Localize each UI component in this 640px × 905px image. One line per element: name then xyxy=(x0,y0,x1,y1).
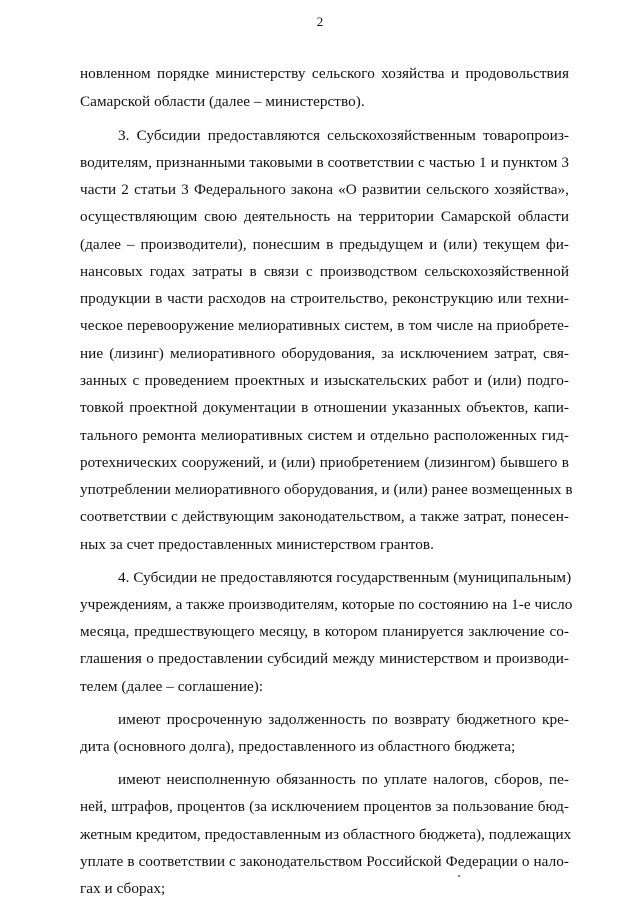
text-line: продукции в части расходов на строительство, реконструкцию или техни- xyxy=(80,290,569,307)
text-line: нансовых годах затраты в связи с производством сельскохозяйственной xyxy=(80,263,569,280)
text-line: 4. Субсидии не предоставляются государственным (муниципальным) xyxy=(118,569,572,586)
scan-speck xyxy=(458,875,460,877)
text-line: 3. Субсидии предоставляются сельскохозяйственным товаропроиз- xyxy=(118,127,569,144)
text-line: ческое перевооружение мелиоративных систем, в том числе на приобрете- xyxy=(80,317,569,334)
text-line: Самарской области (далее – министерство). xyxy=(80,93,365,110)
text-line: ных за счет предоставленных министерством грантов. xyxy=(80,536,434,553)
text-line: телем (далее – соглашение): xyxy=(80,678,264,695)
text-line: уплате в соответствии с законодательством Российской Федерации о нало- xyxy=(80,853,569,870)
text-line: ние (лизинг) мелиоративного оборудования, за исключением затрат, свя- xyxy=(80,345,569,362)
text-line: осуществляющим свою деятельность на территории Самарской области xyxy=(80,208,569,225)
text-line: товкой проектной документации в отношении указанных объектов, капи- xyxy=(80,399,569,416)
text-line: имеют неисполненную обязанность по уплате налогов, сборов, пе- xyxy=(118,771,569,788)
text-line: занных с проведением проектных и изыскательских работ и (или) подго- xyxy=(80,372,569,389)
text-line: месяца, предшествующего месяцу, в котором планируется заключение со- xyxy=(80,623,569,640)
text-line: гах и сборах; xyxy=(80,880,166,897)
text-line: тального ремонта мелиоративных систем и отдельно расположенных гид- xyxy=(80,427,569,444)
text-line: (далее – производители), понесшим в предыдущем и (или) текущем фи- xyxy=(80,236,569,253)
text-line: части 2 статьи 3 Федерального закона «О развитии сельского хозяйства», xyxy=(80,181,569,198)
text-line: имеют просроченную задолженность по возврату бюджетного кре- xyxy=(118,711,569,728)
text-line: дита (основного долга), предоставленного из областного бюджета; xyxy=(80,738,516,755)
text-line: жетным кредитом, предоставленным из областного бюджета), подлежащих xyxy=(80,826,572,843)
text-line: глашения о предоставлении субсидий между министерством и производи- xyxy=(80,650,569,667)
text-line: употреблении мелиоративного оборудования, и (или) ранее возмещенных в xyxy=(80,481,573,498)
page-number: 2 xyxy=(316,14,324,29)
text-line: ней, штрафов, процентов (за исключением процентов за пользование бюд- xyxy=(80,798,569,815)
text-line: учреждениям, а также производителям, которые по состоянию на 1-е число xyxy=(80,596,573,613)
text-line: водителям, признанными таковыми в соответствии с частью 1 и пунктом 3 xyxy=(80,154,569,171)
text-line: соответствии с действующим законодательством, а также затрат, понесен- xyxy=(80,508,569,525)
text-line: ротехнических сооружений, и (или) приобретением (лизингом) бывшего в xyxy=(80,454,569,471)
text-line: новленном порядке министерству сельского хозяйства и продовольствия xyxy=(80,65,569,82)
